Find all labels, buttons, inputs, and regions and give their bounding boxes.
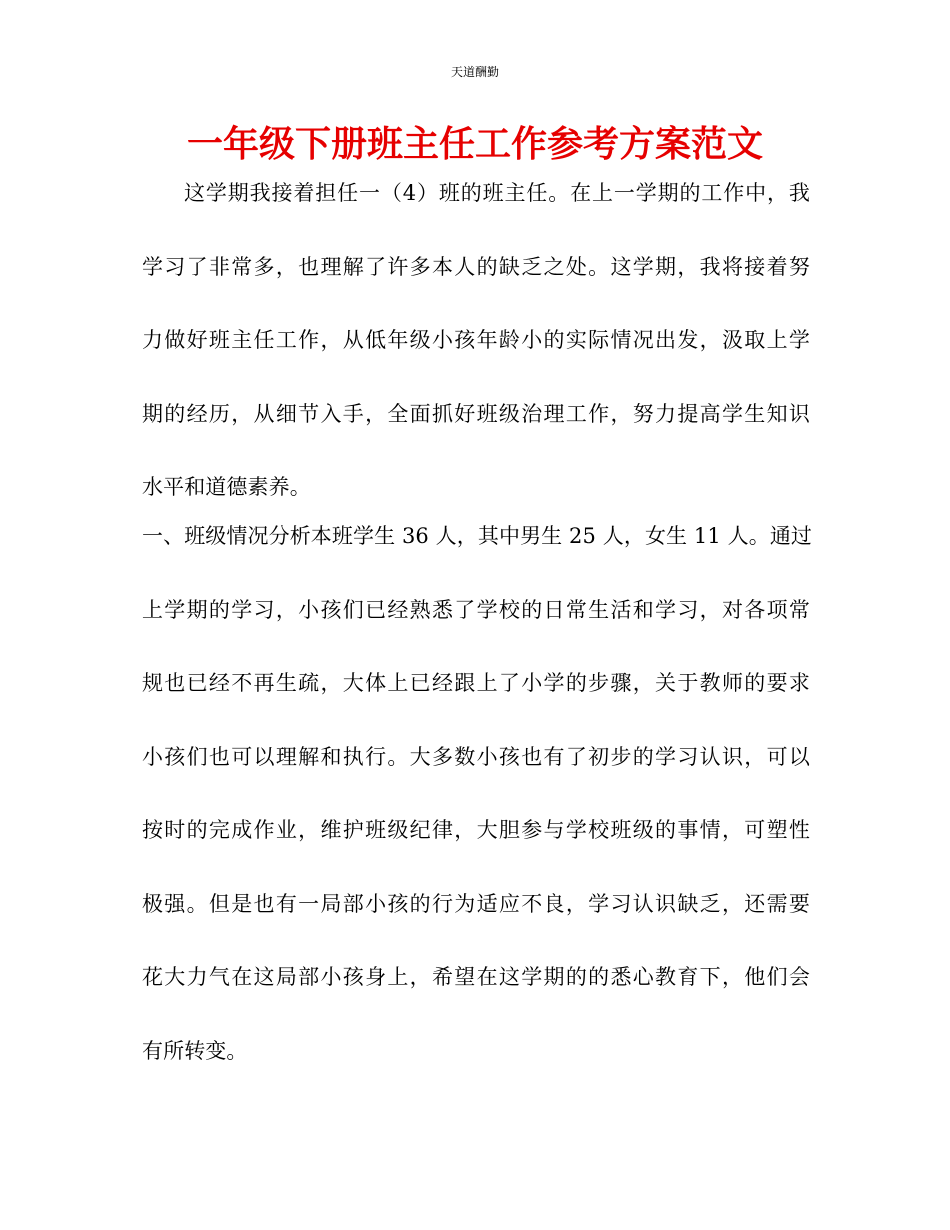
- text-line: 小孩们也可以理解和执行。大多数小孩也有了初步的学习认识，可以: [142, 744, 810, 769]
- text-line: 学习了非常多，也理解了许多本人的缺乏之处。这学期，我将接着努: [142, 254, 810, 279]
- text-line: 规也已经不再生疏，大体上已经跟上了小学的步骤，关于教师的要求: [142, 671, 810, 695]
- text-line: 花大力气在这局部小孩身上，希望在这学期的的悉心教育下，他们会: [142, 965, 810, 989]
- text-line: 极强。但是也有一局部小孩的行为适应不良，学习认识缺乏，还需要: [142, 891, 810, 916]
- paragraph-class-analysis: [142, 500, 813, 1088]
- text-line: 一、班级情况分析本班学生 36 人，其中男生 25 人，女生 11 人。通过: [142, 524, 813, 548]
- text-line: 力做好班主任工作，从低年级小孩年龄小的实际情况出发，汲取上学: [142, 328, 810, 352]
- text-line: 按时的完成作业，维护班级纪律，大胆参与学校班级的事情，可塑性: [142, 818, 810, 842]
- text-line: 期的经历，从细节入手，全面抓好班级治理工作，努力提高学生知识: [142, 401, 810, 426]
- paragraph-intro: [142, 157, 810, 525]
- text-line: 上学期的学习，小孩们已经熟悉了学校的日常生活和学习，对各项常: [142, 597, 810, 622]
- text-line: 这学期我接着担任一（4）班的班主任。在上一学期的工作中，我: [184, 181, 810, 205]
- document-title: 一年级下册班主任工作参考方案范文: [186, 124, 763, 165]
- header-note: 天道酬勤: [450, 65, 499, 79]
- text-line: 有所转变。: [142, 1038, 248, 1063]
- text-line: 水平和道德素养。: [142, 475, 311, 499]
